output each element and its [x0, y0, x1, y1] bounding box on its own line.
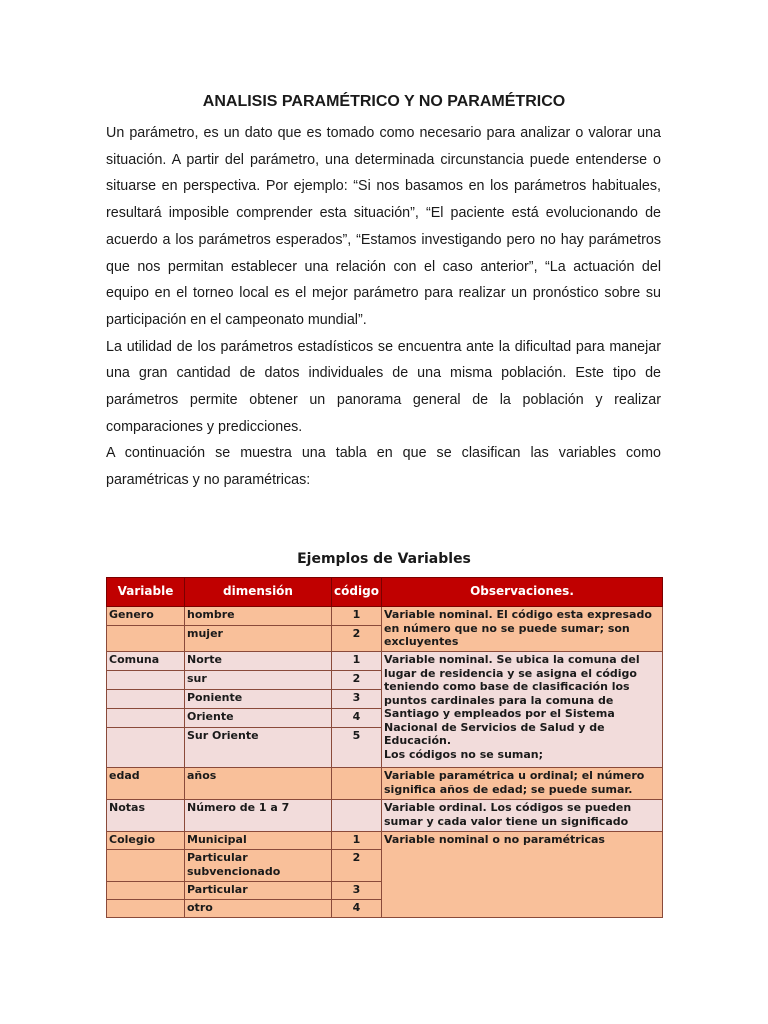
cell-codigo: 3: [332, 690, 382, 709]
cell-codigo: 2: [332, 671, 382, 690]
cell-codigo: 1: [332, 652, 382, 671]
table-row: [107, 652, 663, 671]
cell-variable: [107, 626, 185, 652]
cell-codigo: 2: [332, 626, 382, 652]
cell-codigo: 1: [332, 832, 382, 850]
paragraph-3: A continuación se muestra una tabla en que se clasifican las variables como paramétricas y no paramétricas:: [106, 445, 661, 489]
cell-dimension: Municipal: [185, 832, 332, 850]
cell-dimension: hombre: [185, 607, 332, 626]
variables-table: [106, 577, 663, 918]
cell-codigo: [332, 800, 382, 832]
cell-variable: [107, 709, 185, 728]
page-title: ANALISIS PARAMÉTRICO Y NO PARAMÉTRICO: [202, 93, 566, 110]
observacion-text: Variable nominal. Se ubica la comuna del lugar de residencia y se asigna el código teniendo como base de clasificación los puntos cardinales para la comuna de Santiago y empleados por el Sistema Nacional de Servicios de Salud y de Educación.: [384, 653, 640, 747]
cell-dimension: sur: [185, 671, 332, 690]
cell-observacion: Variable paramétrica u ordinal; el número significa años de edad; se puede sumar.: [382, 768, 663, 800]
cell-codigo: 4: [332, 900, 382, 918]
cell-observacion: Variable ordinal. Los códigos se pueden sumar y cada valor tiene un significado: [382, 800, 663, 832]
cell-dimension: Poniente: [185, 690, 332, 709]
table-header-row: [107, 578, 663, 607]
cell-codigo: 3: [332, 882, 382, 900]
cell-dimension: otro: [185, 900, 332, 918]
cell-variable: [107, 850, 185, 882]
cell-dimension: Número de 1 a 7: [185, 800, 332, 832]
cell-dimension: Norte: [185, 652, 332, 671]
cell-variable: Notas: [107, 800, 185, 832]
header-variable: Variable: [107, 578, 185, 607]
observacion-extra-text: Los códigos no se suman;: [384, 747, 544, 761]
cell-codigo: 1: [332, 607, 382, 626]
cell-variable: Comuna: [107, 652, 185, 671]
table-title: Ejemplos de Variables: [297, 551, 471, 567]
table-row: [107, 607, 663, 626]
cell-codigo: 5: [332, 728, 382, 768]
table-row: [107, 800, 663, 832]
cell-dimension: Sur Oriente: [185, 728, 332, 768]
cell-dimension: Particular: [185, 882, 332, 900]
cell-variable: Genero: [107, 607, 185, 626]
cell-observacion: Variable nominal. El código esta expresado en número que no se puede sumar; son excluyentes: [382, 607, 663, 652]
cell-variable: edad: [107, 768, 185, 800]
table-row: [107, 832, 663, 850]
paragraph-1: Un parámetro, es un dato que es tomado como necesario para analizar o valorar una situación. A partir del parámetro, una determinada circunstancia puede entenderse o situarse en perspectiva. Por ejemplo: “Si nos basamos en los parámetros habituales, resultará imposible comprender esta situación”, “El paciente está evolucionando de acuerdo a los parámetros esperados”, “Estamos investigando pero no hay parámetros que nos permitan establecer una relación con el caso anterior”, “La actuación del equipo en el torneo local es el mejor parámetro para realizar un pronóstico sobre su participación en el campeonato mundial”.: [106, 125, 661, 328]
cell-dimension: mujer: [185, 626, 332, 652]
header-dimension: dimensión: [185, 578, 332, 607]
cell-codigo: 4: [332, 709, 382, 728]
cell-dimension: Oriente: [185, 709, 332, 728]
cell-observacion: [382, 652, 663, 768]
cell-variable: Colegio: [107, 832, 185, 850]
cell-variable: [107, 690, 185, 709]
cell-codigo: 2: [332, 850, 382, 882]
cell-observacion: Variable nominal o no paramétricas: [382, 832, 663, 918]
cell-variable: [107, 728, 185, 768]
cell-variable: [107, 900, 185, 918]
header-codigo: código: [332, 578, 382, 607]
table-row: [107, 768, 663, 800]
cell-variable: [107, 671, 185, 690]
cell-dimension: años: [185, 768, 332, 800]
cell-variable: [107, 882, 185, 900]
body-text: [106, 120, 661, 494]
cell-dimension: Particular subvencionado: [185, 850, 332, 882]
cell-codigo: [332, 768, 382, 800]
header-observaciones: Observaciones.: [382, 578, 663, 607]
paragraph-2: La utilidad de los parámetros estadísticos se encuentra ante la dificultad para manejar una gran cantidad de datos individuales de una misma población. Este tipo de parámetros permite obtener un panorama general de la población y realizar comparaciones y predicciones.: [106, 338, 661, 435]
